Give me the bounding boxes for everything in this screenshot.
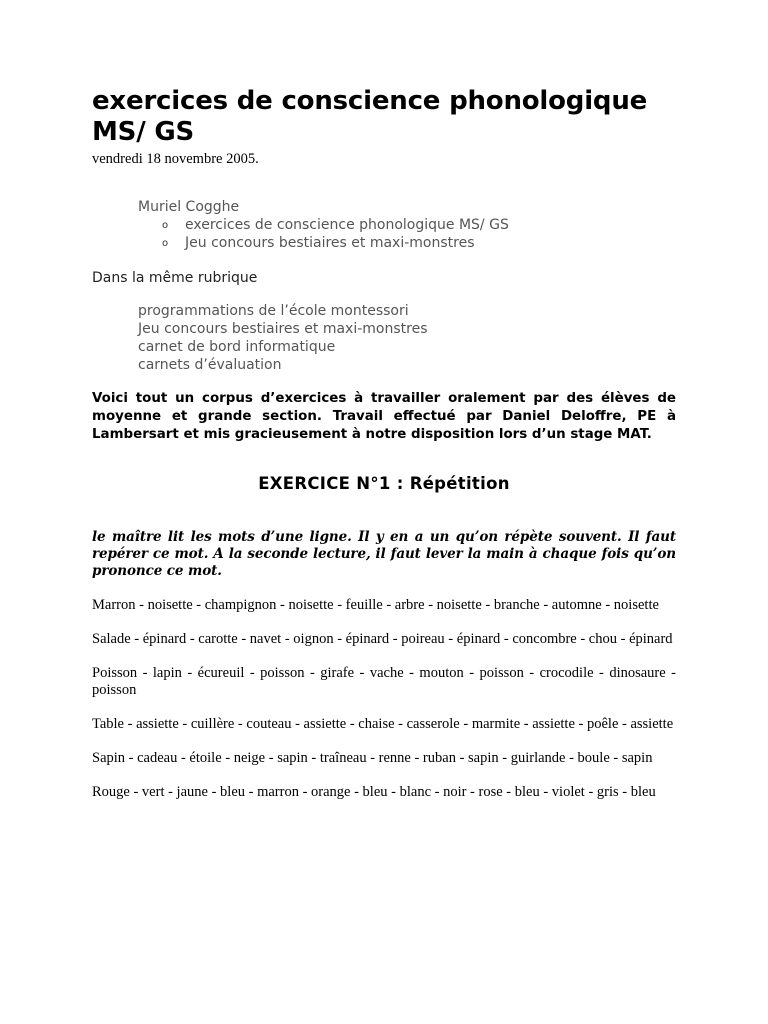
rubrique-link[interactable]: Jeu concours bestiaires et maxi-monstres — [138, 321, 428, 337]
document-content — [92, 86, 676, 801]
author-articles-list — [138, 216, 676, 252]
author-article-label: Jeu concours bestiaires et maxi-monstres — [185, 235, 475, 251]
author-article-item[interactable] — [162, 216, 676, 234]
intro-paragraph: Voici tout un corpus d’exercices à travailler oralement par des élèves de moyenne et grande section. Travail effectué par Daniel Deloffre, PE à Lambersart et mis gracieusement à notre disposition lors d’un stage MAT. — [92, 391, 676, 442]
author-name[interactable]: Muriel Cogghe — [138, 199, 240, 215]
word-line: Poisson - lapin - écureuil - poisson - girafe - vache - mouton - poisson - crocodile - dinosaure - poisson — [92, 665, 676, 698]
rubrique-link[interactable]: carnet de bord informatique — [138, 339, 336, 355]
rubrique-list — [92, 302, 676, 374]
word-line: Rouge - vert - jaune - bleu - marron - orange - bleu - blanc - noir - rose - bleu - violet - gris - bleu — [92, 784, 656, 800]
page-title: exercices de conscience phonologique MS/ GS — [92, 86, 648, 147]
author-article-label: exercices de conscience phonologique MS/ GS — [185, 217, 509, 233]
author-article-item[interactable] — [162, 234, 676, 252]
circle-bullet-icon: o — [162, 238, 169, 249]
word-line: Salade - épinard - carotte - navet - oignon - épinard - poireau - épinard - concombre - chou - épinard — [92, 631, 673, 647]
author-block — [92, 198, 676, 252]
exercise-title: EXERCICE N°1 : Répétition — [258, 474, 510, 493]
circle-bullet-icon: o — [162, 220, 169, 231]
exercise-instruction: le maître lit les mots d’une ligne. Il y en a un qu’on répète souvent. Il faut repérer ce mot. A la seconde lecture, il faut lever la main à chaque fois qu’on prononce ce mot. — [92, 529, 676, 579]
rubrique-heading: Dans la même rubrique — [92, 270, 258, 286]
rubrique-link[interactable]: carnets d’évaluation — [138, 357, 282, 373]
publication-date: vendredi 18 novembre 2005. — [92, 151, 259, 167]
word-line: Table - assiette - cuillère - couteau - assiette - chaise - casserole - marmite - assiette - poêle - assiette — [92, 716, 674, 732]
word-line: Sapin - cadeau - étoile - neige - sapin - traîneau - renne - ruban - sapin - guirlande - boule - sapin — [92, 750, 653, 766]
word-line: Marron - noisette - champignon - noisette - feuille - arbre - noisette - branche - automne - noisette — [92, 597, 659, 613]
rubrique-link[interactable]: programmations de l’école montessori — [138, 303, 409, 319]
